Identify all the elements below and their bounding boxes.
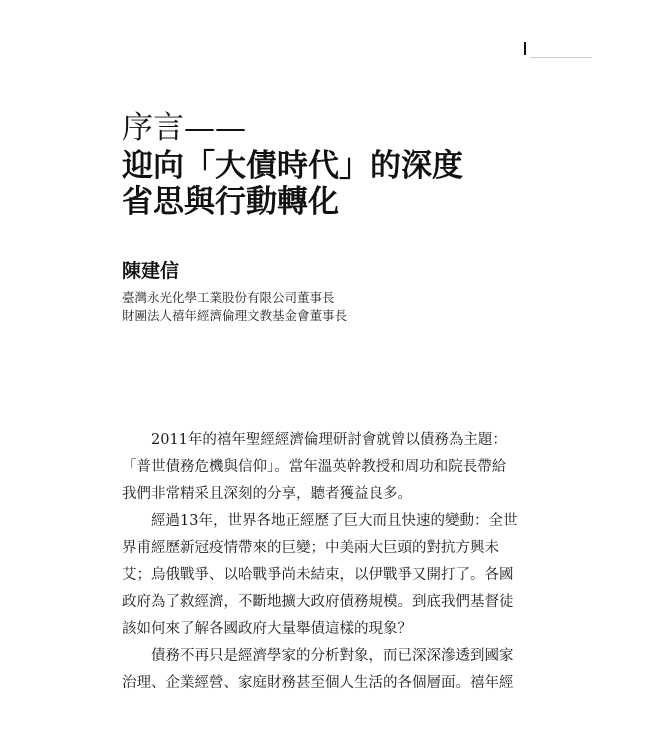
body-text [122,427,528,697]
body-line: 我們非常精采且深刻的分享，聽者獲益良多。 [122,486,412,502]
body-line: 治理、企業經營、家庭財務甚至個人生活的各個層面。禧年經 [122,675,514,691]
body-line: 該如何來了解各國政府大量舉債這樣的現象？ [122,621,412,637]
title-line-3: 省思與行動轉化 [122,184,339,220]
body-line: 政府為了救經濟，不斷地擴大政府債務規模。到底我們基督徒 [122,594,514,610]
header-rule [530,57,592,58]
body-line: 艾；烏俄戰爭、以哈戰爭尚未結束，以伊戰爭又開打了。各國 [122,567,514,583]
body-line: 2011年的禧年聖經經濟倫理研討會就曾以債務為主題： [151,432,507,448]
author-name: 陳建信 [122,260,180,282]
page-marker [524,42,526,55]
author-affiliation-1: 臺灣永光化學工業股份有限公司董事長 [122,290,335,305]
title-line-2: 迎向「大債時代」的深度 [122,148,463,184]
body-line: 「普世債務危機與信仰」。當年溫英幹教授和周功和院長帶給 [122,459,507,475]
body-line: 經過13年，世界各地正經歷了巨大而且快速的變動：全世 [151,513,518,529]
body-line: 債務不再只是經濟學家的分析對象，而已深深滲透到國家 [151,648,514,664]
body-line: 界甫經歷新冠疫情帶來的巨變；中美兩大巨頭的對抗方興未 [122,540,499,556]
chapter-title [122,110,592,220]
title-line-1: 序言—— [122,110,246,146]
author-affiliation-2: 財團法人禧年經濟倫理文教基金會董事長 [122,308,348,323]
